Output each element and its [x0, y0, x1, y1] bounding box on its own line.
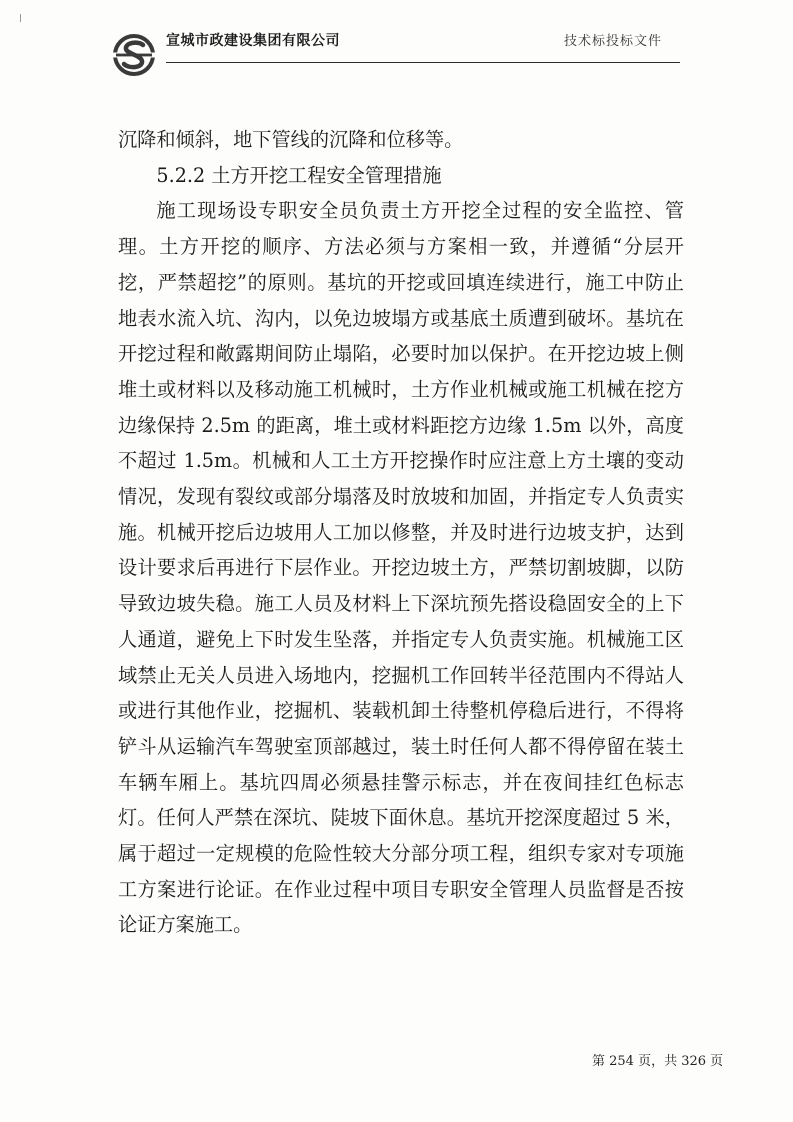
- scan-corner-mark: [20, 14, 21, 22]
- section-heading: 5.2.2 土方开挖工程安全管理措施: [156, 163, 442, 187]
- page-header: [112, 22, 680, 74]
- continuation-text: 沉降和倾斜，地下管线的沉降和位移等。: [118, 128, 464, 151]
- body-paragraph: 施工现场设专职安全员负责土方开挖全过程的安全监控、管理。土方开挖的顺序、方法必须与方案相一致，并遵循“分层开挖，严禁超挖”的原则。基坑的开挖或回填连续进行，施工中防止地表水流入坑、沟内，以免边坡塌方或基底土质遭到破坏。基坑在开挖过程和敞露期间防止塌陷，必要时加以保护。在开挖边坡上侧堆土或材料以及移动施工机械时，土方作业机械或施工机械在挖方边缘保持 2.5m 的距离，堆土或材料距挖方边缘 1.5m 以外，高度不超过 1.5m。机械和人工土方开挖操作时应注意上方土壤的变动情况，发现有裂纹或部分塌落及时放坡和加固，并指定专人负责实施。机械开挖后边坡用人工加以修整，并及时进行边坡支护，达到设计要求后再进行下层作业。开挖边坡土方，严禁切割坡脚，以防导致边坡失稳。施工人员及材料上下深坑预先搭设稳固安全的上下人通道，避免上下时发生坠落，并指定专人负责实施。机械施工区域禁止无关人员进入场地内，挖掘机工作回转半径范围内不得站人或进行其他作业，挖掘机、装载机卸土待整机停稳后进行，不得将铲斗从运输汽车驾驶室顶部越过，装土时任何人都不得停留在装土车辆车厢上。基坑四周必须悬挂警示标志，并在夜间挂红色标志灯。任何人严禁在深坑、陡坡下面休息。基坑开挖深度超过 5 米，属于超过一定规模的危险性较大分部分项工程，组织专家对专项施工方案进行论证。在作业过程中项目专职安全管理人员监督是否按论证方案施工。: [118, 199, 684, 937]
- company-logo-s-icon: [112, 33, 156, 77]
- page-body: [118, 122, 684, 943]
- header-divider: [166, 62, 680, 63]
- page-number: 第 254 页，共 326 页: [592, 1054, 724, 1069]
- company-name: 宣城市政建设集团有限公司: [166, 33, 340, 49]
- document-type: 技术标投标文件: [563, 34, 662, 49]
